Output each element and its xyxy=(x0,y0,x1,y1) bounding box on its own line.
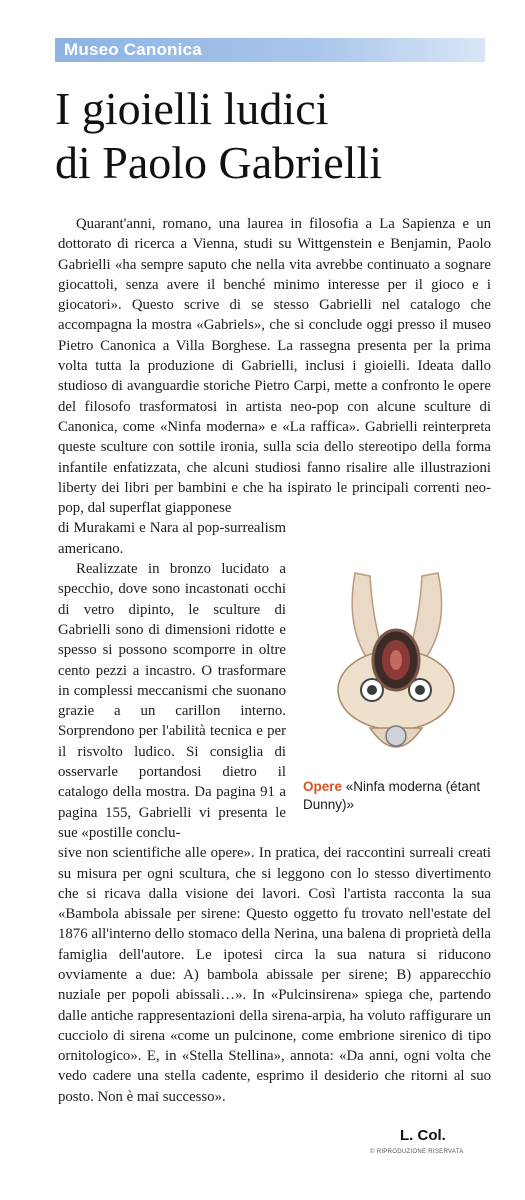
paragraph-1-tail: di Murakami e Nara al pop-surrealism americano. xyxy=(58,520,286,557)
paragraph-1: Quarant'anni, romano, una laurea in filosofia a La Sapienza e un dottorato di ricerca a Vienna, studi su Wittgenstein e Benjamin, Paolo Gabrielli «ha sempre saputo che nella vita avrebbe continuato a sognare giocattoli, senza avere il benché minimo interesse per il gioco e i giocatori». Questo scrive di se stesso Gabrielli nel catalogo che accompagna la mostra «Gabriels», che si conclude oggi presso il museo Pietro Canonica a Villa Borghese. La rassegna presenta per la prima volta tutta la produzione di Gabrielli, inclusi i gioielli. Ideata dallo studioso di avanguardie storiche Pietro Carpi, mette a confronto le opere del filosofo trasformatosi in artista neo-pop con alcune sculture di Canonica, come «Ninfa moderna» e «La raffica». Gabrielli reinterpreta queste sculture con sottile ironia, sulla scia dello stereotipo della forma infantile enfatizzata, che alcuni studiosi fanno risalire alle illustrazioni liberty dei libri per bambini e che ha ispirato le principali correnti neo-pop, dal superflat giapponese xyxy=(58,216,491,517)
headline-line-1: I gioielli ludici xyxy=(55,83,329,134)
paragraph-2-continued: sive non scientifiche alle opere». In pratica, dei raccontini surreali creati su misura per ogni scultura, che si leggono con lo stesso divertimento che si ricava dalla visione dei lavori. Così l'artista racconta la sua «Bambola abissale per sirene: Questo oggetto fu trovato nell'estate del 1876 all'interno dello stomaco della Nerina, una balena di proprietà della famiglia dell'autore. Le ipotesi circa la sua natura si riducono ovviamente a due: A) bambola abissale per sirene; B) apparecchio nuziale per popoli abissali…». In «Pulcinsirena» spiega che, partendo dalle antiche rappresentazioni della sirena-arpia, ha voluto raffigurare un cucciolo di sirena «come un pulcinone, come embrione sirenico di tipo ornitologico». E, in «Stella Stellina», annota: «Da anni, ogni volta che vedo cadere una stella cadente, esprimo il desiderio che ritorni al suo posto. Non è mai successo». xyxy=(58,845,491,1105)
article-headline xyxy=(55,82,495,190)
copyright-notice: © RIPRODUZIONE RISERVATA xyxy=(370,1149,464,1155)
section-kicker: Museo Canonica xyxy=(64,40,202,59)
headline-line-2: di Paolo Gabrielli xyxy=(55,137,383,188)
photo-caption xyxy=(303,778,493,814)
paragraph-2: Realizzate in bronzo lucidato a specchio, dove sono incastonati occhi di vetro dipinto, le sculture di Gabrielli sono di dimensioni ridotte e spesso si possono scomporre in oltre cento pezzi a incastro. O trasformare in complessi meccanismi che suonano grazie a un carillon interno. Sorprendono per l'abilità tecnica e per il risvolto ludico. Si consiglia di osservarle portandosi dietro il catalogo della mostra. Da pagina 91 a pagina 155, Gabrielli vi presenta le sue «postille conclu- xyxy=(58,561,286,841)
narrow-column xyxy=(58,518,286,843)
author-signature: L. Col. xyxy=(400,1127,446,1144)
sculpture-photo xyxy=(300,568,490,768)
caption-label: Opere xyxy=(303,779,343,794)
caption-text: «Ninfa moderna (étant Dunny)» xyxy=(303,779,481,812)
